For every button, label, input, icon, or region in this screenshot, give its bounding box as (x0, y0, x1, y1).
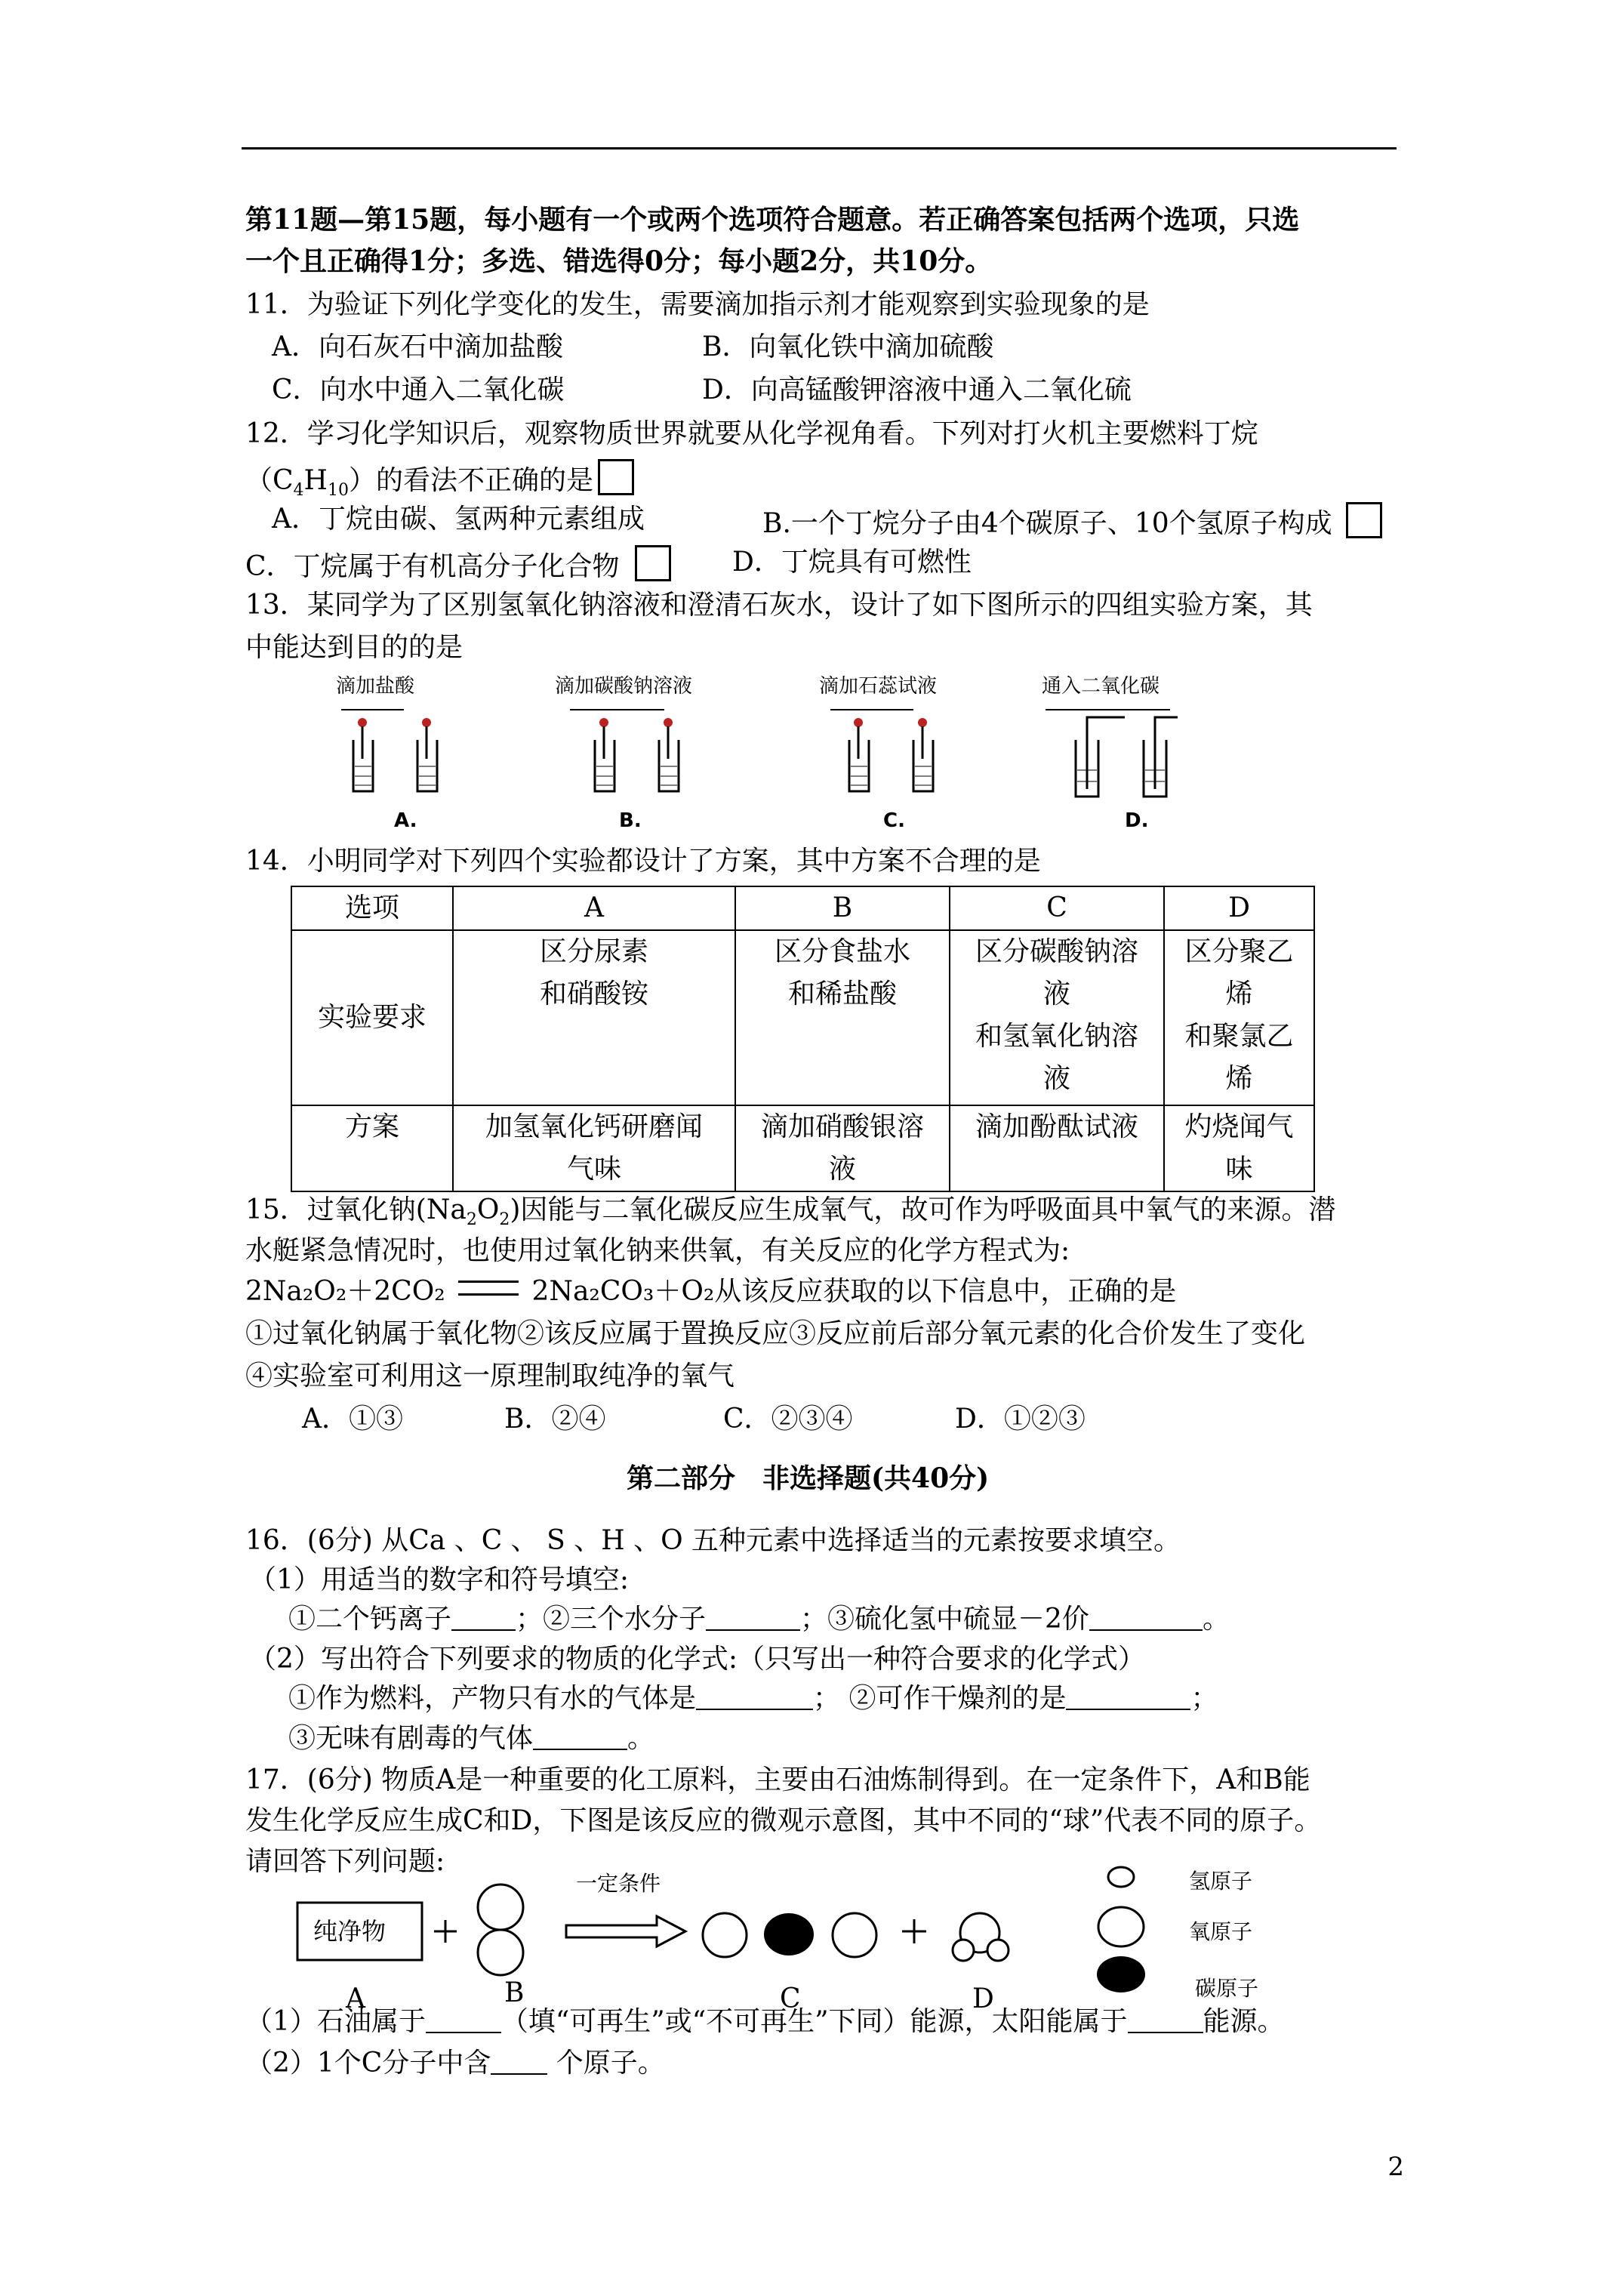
legend-hydrogen: 氢原子 (1189, 1869, 1253, 1894)
q15-option-b: B．②④ (504, 1404, 606, 1435)
q13-set-a (353, 718, 437, 791)
legend-oxygen: 氧原子 (1189, 1919, 1253, 1944)
table-cell: 灼烧闻气 味 (1164, 1105, 1314, 1191)
table-cell: 方案 (291, 1105, 453, 1191)
q15-option-a: A．①③ (302, 1404, 403, 1435)
q17-q2: （2）1个C分子中含 个原子。 (245, 2048, 665, 2079)
q16-part1: （1）用适当的数字和符号填空: (249, 1564, 630, 1595)
q11-option-c: C．向水中通入二氧化碳 (272, 374, 565, 405)
table-cell: C (950, 886, 1164, 930)
answer-blank[interactable] (1128, 2009, 1203, 2033)
table-cell: B (735, 886, 950, 930)
q17-line1: 17．(6分) 物质A是一种重要的化工原料，主要由石油炼制得到。在一定条件下，A和B能 (245, 1764, 1310, 1795)
table-cell: 区分聚乙 烯 和聚氯乙 烯 (1164, 930, 1314, 1105)
letter-a: A (346, 1983, 365, 2014)
table-cell: 区分碳酸钠溶 液 和氢氧化钠溶 液 (950, 930, 1164, 1105)
answer-blank[interactable] (491, 2051, 547, 2075)
hydrogen-atom (953, 1940, 974, 1961)
q13-label-c: 滴加石蕊试液 (819, 675, 938, 698)
q16-part2-items: ①作为燃料，产物只有水的气体是 ； ②可作干燥剂的是 ； (288, 1683, 1218, 1714)
q13-label-b: 滴加碳酸钠溶液 (555, 675, 693, 698)
page-number: 2 (1387, 2152, 1404, 2182)
letter-c: C (780, 1983, 801, 2014)
q11-option-b: B．向氧化铁中滴加硫酸 (702, 331, 994, 362)
q16-part1-items: ①二个钙离子 ；②三个水分子 ；③硫化氢中硫显－2价 。 (288, 1604, 1230, 1635)
q13-letter-a: A. (394, 809, 417, 832)
q17-line2: 发生化学反应生成C和D，下图是该反应的微观示意图，其中不同的“球”代表不同的原子。 (245, 1805, 1322, 1836)
section-intro-line1: 第11题—第15题，每小题有一个或两个选项符合题意。若正确答案包括两个选项，只选 (245, 204, 1300, 236)
q12-option-b: B.一个丁烷分子由4个碳原子、10个氢原子构成 (762, 502, 1382, 541)
q11-option-d: D．向高锰酸钾溶液中通入二氧化硫 (702, 374, 1132, 405)
q14-options-table (291, 886, 1315, 1192)
q13-stem-line1: 13．某同学为了区别氢氧化钠溶液和澄清石灰水，设计了如下图所示的四组实验方案，其 (245, 590, 1313, 621)
q15-line2: 水艇紧急情况时，也使用过氧化钠来供氧，有关反应的化学方程式为: (245, 1235, 1070, 1266)
q12-stem-line1: 12．学习化学知识后，观察物质世界就要从化学视角看。下列对打火机主要燃料丁烷 (245, 418, 1258, 449)
answer-box[interactable] (635, 545, 671, 581)
q14-stem: 14．小明同学对下列四个实验都设计了方案，其中方案不合理的是 (245, 846, 1041, 877)
table-cell: 滴加硝酸银溶 液 (735, 1105, 950, 1191)
q12-option-a: A．丁烷由碳、氢两种元素组成 (272, 504, 645, 535)
reaction-arrow (566, 1916, 685, 1946)
q15-option-c: C．②③④ (723, 1404, 853, 1435)
q17-reaction-diagram (287, 1865, 1313, 1993)
answer-box[interactable] (1346, 502, 1382, 538)
section-intro-line2: 一个且正确得1分；多选、错选得0分；每小题2分，共10分。 (245, 245, 993, 277)
answer-blank[interactable] (1066, 1686, 1190, 1710)
part2-heading: 第二部分 非选择题(共40分) (627, 1462, 990, 1494)
q11-stem: 11．为验证下列化学变化的发生，需要滴加指示剂才能观察到实验现象的是 (245, 289, 1150, 320)
oxygen-legend-icon (1098, 1907, 1144, 1946)
table-cell: 区分尿素 和硝酸铵 (453, 930, 735, 1105)
equals-sign (458, 1281, 519, 1296)
answer-blank[interactable] (426, 2009, 501, 2033)
hydrogen-atom (987, 1940, 1009, 1961)
oxygen-atom (833, 1913, 876, 1957)
table-row (291, 886, 1314, 930)
letter-b: B (504, 1977, 525, 2008)
oxygen-atom (478, 1930, 523, 1975)
q15-equation: 2Na₂O₂＋2CO₂ 2Na₂CO₃＋O₂从该反应获取的以下信息中，正确的是 (245, 1276, 1177, 1307)
table-cell: 滴加酚酞试液 (950, 1105, 1164, 1191)
letter-d: D (972, 1983, 994, 2014)
q13-letter-c: C. (883, 809, 905, 832)
arrow-condition-label: 一定条件 (576, 1871, 661, 1896)
table-row (291, 1105, 1314, 1191)
answer-blank[interactable] (1089, 1607, 1203, 1631)
table-cell: 区分食盐水 和稀盐酸 (735, 930, 950, 1105)
table-row (291, 930, 1314, 1105)
table-cell: 加氢氧化钙研磨闻 气味 (453, 1105, 735, 1191)
q13-set-b (595, 718, 679, 791)
table-cell: A (453, 886, 735, 930)
q13-stem-line2: 中能达到目的的是 (245, 632, 463, 663)
q12-option-c: C．丁烷属于有机高分子化合物 (245, 545, 671, 584)
q16-part2-item3: ③无味有剧毒的气体 。 (288, 1723, 655, 1754)
q13-set-d (1076, 717, 1178, 797)
q13-label-d: 通入二氧化碳 (1042, 675, 1160, 698)
oxygen-atom (703, 1913, 747, 1957)
table-cell: 实验要求 (291, 930, 453, 1105)
q13-label-a: 滴加盐酸 (336, 675, 415, 698)
q17-line3: 请回答下列问题: (245, 1846, 445, 1877)
answer-blank[interactable] (706, 1607, 800, 1631)
q15-line1: 15．过氧化钠$(Na_2O_2)$因能与二氧化碳反应生成氧气，故可作为呼吸面具中氧气的来源。潜 (245, 1194, 1336, 1230)
q15-info1: ①过氧化钠属于氧化物②该反应属于置换反应③反应前后部分氧元素的化合价发生了变化 (245, 1318, 1306, 1349)
header-rule (242, 147, 1397, 149)
q16-part2: （2）写出符合下列要求的物质的化学式:（只写出一种符合要求的化学式） (249, 1644, 1146, 1675)
carbon-legend-icon (1097, 1956, 1145, 1992)
q15-option-d: D．①②③ (955, 1404, 1086, 1435)
q12-stem-line2: $(C_4H_{10})$的看法不正确的是 (245, 459, 634, 498)
q13-apparatus-figure (325, 695, 1253, 838)
q12-option-d: D．丁烷具有可燃性 (732, 547, 972, 578)
answer-blank[interactable] (696, 1686, 813, 1710)
q15-info2: ④实验室可利用这一原理制取纯净的氧气 (245, 1361, 735, 1391)
q13-letter-d: D. (1125, 809, 1149, 832)
answer-blank[interactable] (533, 1726, 627, 1750)
q17-q1: （1）石油属于 （填“可再生”或“不可再生”下同）能源，太阳能属于 能源。 (245, 2006, 1285, 2037)
oxygen-atom (478, 1885, 523, 1930)
q13-letter-b: B. (619, 809, 642, 832)
table-cell: 选项 (291, 886, 453, 930)
answer-blank[interactable] (451, 1607, 516, 1631)
legend-carbon: 碳原子 (1195, 1976, 1259, 2001)
table-cell: D (1164, 886, 1314, 930)
q11-option-a: A．向石灰石中滴加盐酸 (272, 331, 563, 362)
hydrogen-legend-icon (1108, 1867, 1134, 1887)
box-label: 纯净物 (313, 1917, 387, 1946)
carbon-atom (764, 1913, 814, 1955)
q16-stem: 16．(6分) 从Ca 、C 、 S 、H 、O 五种元素中选择适当的元素按要求填空。 (245, 1525, 1181, 1556)
answer-box[interactable] (598, 459, 634, 495)
q13-set-c (849, 718, 933, 791)
